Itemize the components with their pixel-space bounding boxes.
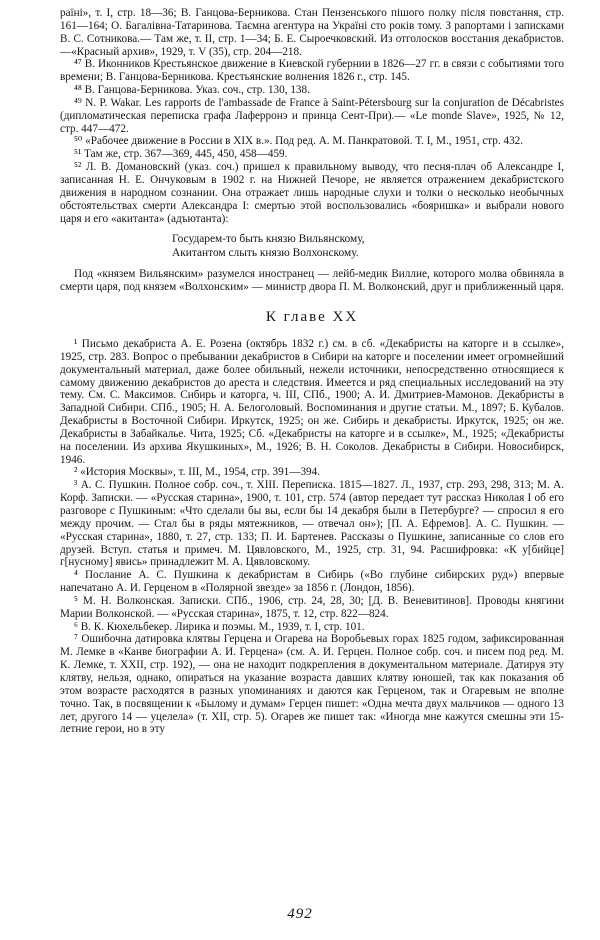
footnote-47: ⁴⁷ В. Иконников Крестьянское движение в Киевской губернии в 1826—27 гг. в связи с событиями того времени; В. Ганцова-Берникова. Крестьянские волнения 1826 г., стр. 145. (60, 58, 564, 84)
footnote-50: ⁵⁰ «Рабочее движение в России в XIX в.». Под ред. А. М. Панкратовой. Т. I, М., 1951, стр. 432. (74, 135, 524, 148)
footnote-continued: раїні», т. I, стр. 18—36; В. Ганцова-Берникова. Стан Пензенського пішого полку після повстання, стр. 161—164; О. Багалівна-Татаринова. Таємна агентура на Україні сто років тому. З рапортами і записками В. С. Сотникова.— Там же, т. II, стр. 1—34; Б. Е. Сыроечковский. Из отголосков восстания декабристов. —«Красный архив», 1929, т. V (35), стр. 204—218. (60, 7, 564, 58)
chapter-note-4: ⁴ Послание А. С. Пушкина к декабристам в Сибирь («Во глубине сибирских руд») впервые напечатано А. И. Герценом в «Полярной звезде» за 1856 г. (Лондон, 1856). (60, 569, 564, 595)
footnote-51: ⁵¹ Там же, стр. 367—369, 445, 450, 458—459. (74, 148, 288, 161)
page-number: 492 (287, 906, 313, 922)
footnote-48: ⁴⁸ В. Ганцова-Берникова. Указ. соч., стр. 130, 138. (74, 84, 310, 97)
footnote-52-continuation: Под «князем Вильянским» разумелся иностранец — лейб-медик Виллие, которого молва обвиняла в смерти царя, под князем «Волхонским» — министр двора П. М. Волконский, друг и приближенный царя. (60, 268, 564, 294)
verse-line-1: Государем-то быть князю Вильянскому, (172, 233, 365, 246)
chapter-heading: К главе XX (265, 309, 359, 326)
chapter-note-2: ² «История Москвы», т. III, М., 1954, стр. 391—394. (74, 466, 321, 479)
footnotes-chapter (60, 338, 564, 736)
chapter-note-5: ⁵ М. Н. Волконская. Записки. СПб., 1906, стр. 24, 28, 30; [Д. В. Веневитинов]. Проводы княгини Марии Волконской. — «Русская старина», 1875, т. 12, стр. 822—824. (60, 594, 564, 620)
document-page (60, 7, 564, 736)
chapter-note-3: ³ А. С. Пушкин. Полное собр. соч., т. XIII. Переписка. 1815—1827. Л., 1937, стр. 293, 298, 313; М. А. Корф. Записки. — «Русская старина», 1900, т. 101, стр. 574 (автор передает тут рассказ Николая I об его разговоре с Пушкиным: «Что сделали бы вы, если бы 14 декабря были в Петербурге? — спросил я его между прочим. — Стал бы в ряды мятежников, — отвечал он»); [П. А. Ефремов]. А. С. Пушкин. — «Русская старина», 1880, т. 27, стр. 133; П. И. Бартенев. Рассказы о Пушкине, записанные со слов его друзей. Вступ. статья и примеч. М. Цявловского, М., 1925, стр. 31, 94. Расшифровка: «К у[бийце] г[нусному] явись» принадлежит М. А. Цявловскому. (60, 479, 564, 569)
chapter-note-7: ⁷ Ошибочна датировка клятвы Герцена и Огарева на Воробьевых горах 1825 годом, зафиксированная М. Лемке в «Канве биографии А. И. Герцена» (см. А. И. Герцен. Полное собр. соч. и писем под ред. М. К. Лемке, т. XXII, стр. 192), — она не находит подкрепления в документальном материале. Датируя эту клятву, нельзя, однако, опираться на указание возраста давших клятву юношей, так как показания об этом возрасте расходятся в разных упоминаниях и даются как Герценом, так и Огаревым не вполне точно. Так, в посвящении к «Былому и думам» Герцен пишет: «Одна мечта двух мальчиков — одного 13 лет, другого 14 — уцелела» (т. XII, стр. 5). Огарев же пишет так: «Иногда мне кажутся смешны эти 15-летние герои, но в эту (60, 633, 564, 736)
chapter-note-6: ⁶ В. К. Кюхельбекер. Лирика и поэмы. М., 1939, т. I, стр. 101. (74, 620, 365, 633)
footnote-52: ⁵² Л. В. Домановский (указ. соч.) пришел к правильному выводу, что песня-плач об Александре I, записанная Н. Е. Ончуковым в 1902 г. на Нижней Печоре, не является отражением декабристского движения в народном сознании. Она отражает лишь народные слухи и толки о несколько необычных обстоятельствах смерти Александра I: смертью этой воспользовались «бояришка» и выбрали нового царя и его «акитанта» (адъютанта): (60, 161, 564, 225)
footnote-49: ⁴⁹ N. P. Wakar. Les rapports de l'ambassade de France à Saint-Pétersbourg sur la conjuration de Décabristes (дипломатическая переписка графа Лаферронэ и принца Сент-При).— «Le monde Slave», 1925, № 12, стр. 447—472. (60, 96, 564, 135)
chapter-note-1: ¹ Письмо декабриста А. Е. Розена (октябрь 1832 г.) см. в сб. «Декабристы на каторге и в ссылке», 1925, стр. 283. Вопрос о пребывании декабристов в Сибири на каторге и поселении имеет огромнейший документальный материал, даже более обильный, нежели источники, непосредственно относящиеся к самому движению декабристов до ареста и следствия. Имеется и ряд специальных исследований на эту тему. См. С. Максимов. Сибирь и каторга, ч. III, СПб., 1900; А. И. Дмитриев-Мамонов. Декабристы в Западной Сибири. СПб., 1905; Н. А. Белоголовый. Воспоминания и другие статьи. М., 1897; Б. Кубалов. Декабристы в Восточной Сибири. Иркутск, 1925; он же. Сибирь и декабристы. Иркутск, 1925; он же. Декабристы в Забайкалье. Чита, 1925; Сб. «Декабристы на каторге и в ссылке», М., 1925; «Декабристы на поселении. Из архива Якушкиных», М., 1926; В. Н. Соколов. Декабристы в Сибири. Новосибирск, 1946. (60, 338, 564, 466)
verse-quote (60, 232, 564, 260)
verse-line-2: Акитантом слыть князю Волхонскому. (172, 247, 359, 260)
footnotes-top (60, 7, 564, 225)
